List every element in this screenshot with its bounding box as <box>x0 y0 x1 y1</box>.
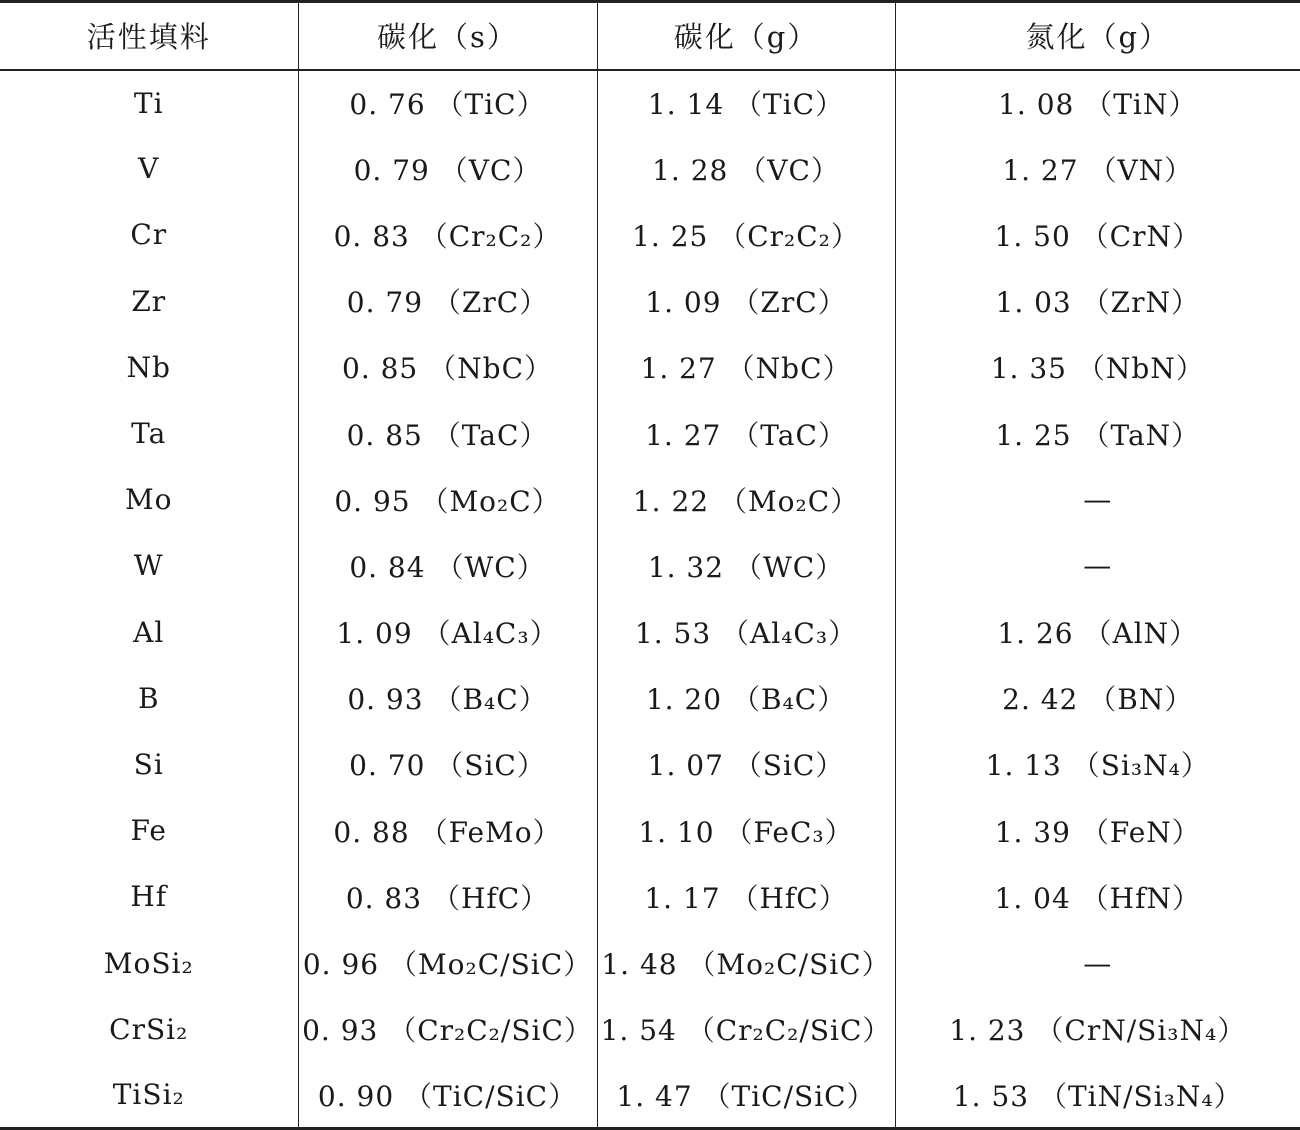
cell-carbide-g: 1. 09 （ZrC） <box>597 268 895 334</box>
table-row <box>0 334 1300 400</box>
cell-nitride-g: 1. 50 （CrN） <box>895 202 1300 268</box>
table-row <box>0 70 1300 136</box>
cell-active-filler: Cr <box>130 218 168 252</box>
header-carbide-g: 碳化（g） <box>597 2 895 70</box>
table-row <box>0 864 1300 930</box>
cell-carbide-s: 0. 88 （FeMo） <box>298 798 597 864</box>
table-row <box>0 798 1300 864</box>
table-row <box>0 202 1300 268</box>
cell-active-filler: Nb <box>126 350 171 384</box>
cell-carbide-s: 0. 95 （Mo₂C） <box>298 467 597 533</box>
table-row <box>0 930 1300 996</box>
cell-active-filler: MoSi₂ <box>103 946 194 980</box>
cell-carbide-s: 1. 09 （Al₄C₃） <box>298 599 597 665</box>
cell-carbide-s: 0. 85 （TaC） <box>298 400 597 466</box>
cell-carbide-s: 0. 76 （TiC） <box>298 70 597 136</box>
cell-nitride-g: 1. 35 （NbN） <box>895 334 1300 400</box>
table-row <box>0 665 1300 731</box>
cell-carbide-g: 1. 10 （FeC₃） <box>597 798 895 864</box>
cell-carbide-s: 0. 79 （VC） <box>298 136 597 202</box>
cell-active-filler: B <box>137 681 160 715</box>
cell-active-filler: Mo <box>124 483 173 517</box>
table-row <box>0 1062 1300 1128</box>
cell-active-filler: Si <box>133 747 164 781</box>
cell-carbide-s: 0. 83 （HfC） <box>298 864 597 930</box>
table-row <box>0 268 1300 334</box>
cell-nitride-g: 1. 04 （HfN） <box>895 864 1300 930</box>
header-nitride-g: 氮化（g） <box>895 2 1300 70</box>
cell-carbide-g: 1. 47 （TiC/SiC） <box>597 1062 895 1128</box>
cell-carbide-g: 1. 20 （B₄C） <box>597 665 895 731</box>
table-header <box>0 2 1300 70</box>
cell-active-filler: W <box>133 549 164 583</box>
cell-carbide-s: 0. 93 （B₄C） <box>298 665 597 731</box>
cell-carbide-s: 0. 85 （NbC） <box>298 334 597 400</box>
header-carbide-s: 碳化（s） <box>298 2 597 70</box>
cell-nitride-g: 1. 13 （Si₃N₄） <box>895 731 1300 797</box>
cell-active-filler: CrSi₂ <box>109 1012 189 1046</box>
cell-carbide-g: 1. 27 （NbC） <box>597 334 895 400</box>
table-row <box>0 467 1300 533</box>
cell-nitride-g: 2. 42 （BN） <box>895 665 1300 731</box>
cell-carbide-g: 1. 17 （HfC） <box>597 864 895 930</box>
cell-active-filler: Hf <box>130 880 168 914</box>
cell-active-filler: Al <box>133 615 165 649</box>
header-row <box>0 2 1300 70</box>
cell-carbide-s: 0. 93 （Cr₂C₂/SiC） <box>298 996 597 1062</box>
cell-active-filler: Ta <box>131 417 167 451</box>
cell-carbide-g: 1. 53 （Al₄C₃） <box>597 599 895 665</box>
cell-carbide-s: 0. 84 （WC） <box>298 533 597 599</box>
cell-nitride-g: — <box>895 533 1300 599</box>
cell-carbide-g: 1. 48 （Mo₂C/SiC） <box>597 930 895 996</box>
cell-nitride-g: 1. 08 （TiN） <box>895 70 1300 136</box>
cell-carbide-g: 1. 54 （Cr₂C₂/SiC） <box>597 996 895 1062</box>
cell-nitride-g: 1. 53 （TiN/Si₃N₄） <box>895 1062 1300 1128</box>
cell-active-filler: Ti <box>133 86 164 120</box>
cell-nitride-g: 1. 39 （FeN） <box>895 798 1300 864</box>
cell-carbide-g: 1. 32 （WC） <box>597 533 895 599</box>
cell-carbide-s: 0. 83 （Cr₂C₂） <box>298 202 597 268</box>
table-body <box>0 70 1300 1129</box>
cell-carbide-g: 1. 25 （Cr₂C₂） <box>597 202 895 268</box>
cell-carbide-s: 0. 96 （Mo₂C/SiC） <box>298 930 597 996</box>
table-row <box>0 996 1300 1062</box>
table-row <box>0 731 1300 797</box>
table-row <box>0 400 1300 466</box>
header-active-filler: 活性填料 <box>0 2 298 70</box>
cell-nitride-g: 1. 25 （TaN） <box>895 400 1300 466</box>
cell-active-filler: Fe <box>130 814 167 848</box>
table-row <box>0 136 1300 202</box>
cell-carbide-g: 1. 27 （TaC） <box>597 400 895 466</box>
cell-nitride-g: 1. 27 （VN） <box>895 136 1300 202</box>
cell-carbide-s: 0. 90 （TiC/SiC） <box>298 1062 597 1128</box>
cell-carbide-g: 1. 14 （TiC） <box>597 70 895 136</box>
cell-nitride-g: 1. 23 （CrN/Si₃N₄） <box>895 996 1300 1062</box>
cell-carbide-s: 0. 70 （SiC） <box>298 731 597 797</box>
table-row <box>0 533 1300 599</box>
cell-active-filler: V <box>138 152 160 186</box>
cell-carbide-g: 1. 22 （Mo₂C） <box>597 467 895 533</box>
cell-nitride-g: 1. 03 （ZrN） <box>895 268 1300 334</box>
cell-carbide-g: 1. 28 （VC） <box>597 136 895 202</box>
table-row <box>0 599 1300 665</box>
cell-nitride-g: — <box>895 930 1300 996</box>
cell-nitride-g: — <box>895 467 1300 533</box>
cell-carbide-g: 1. 07 （SiC） <box>597 731 895 797</box>
cell-nitride-g: 1. 26 （AlN） <box>895 599 1300 665</box>
cell-carbide-s: 0. 79 （ZrC） <box>298 268 597 334</box>
cell-active-filler: Zr <box>131 284 167 318</box>
cell-active-filler: TiSi₂ <box>0 1062 298 1128</box>
